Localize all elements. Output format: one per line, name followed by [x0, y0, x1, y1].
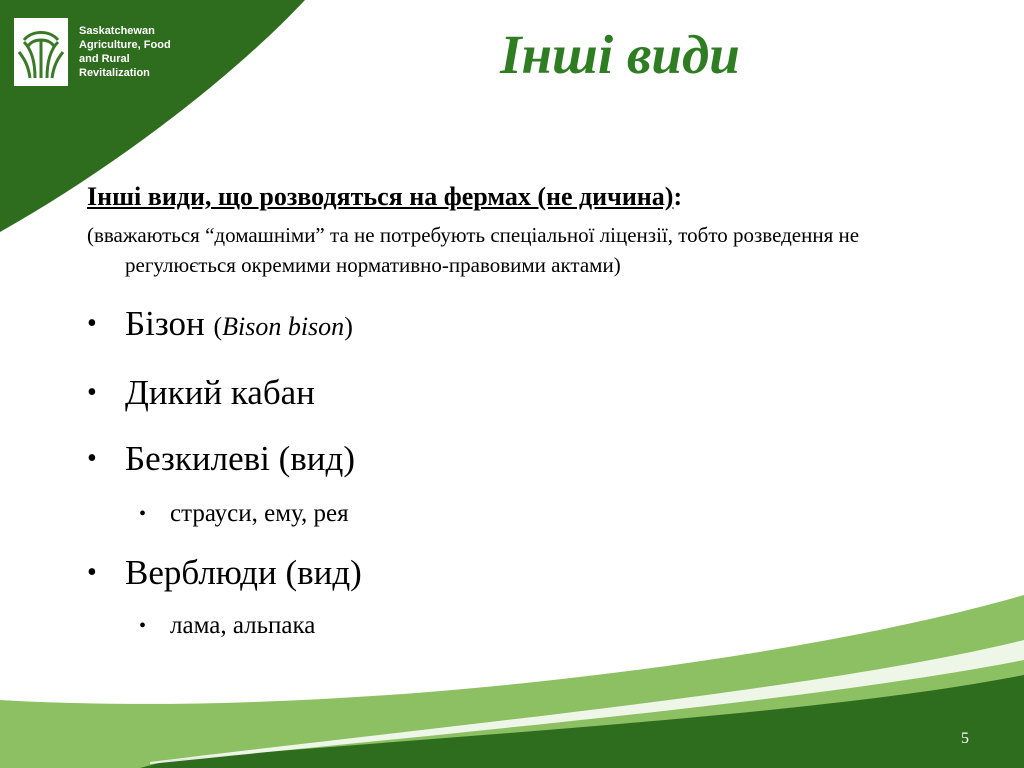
list-item-text: Безкилеві (вид) — [125, 439, 355, 478]
bullet-dot-icon: • — [87, 557, 97, 588]
slide-body — [87, 178, 947, 643]
list-item-paren-close: ) — [344, 312, 353, 341]
list-item-text: Дикий кабан — [125, 373, 315, 412]
section-heading — [87, 178, 947, 216]
slide-title: Інші види — [500, 24, 740, 85]
logo — [14, 18, 68, 86]
bullet-dot-icon: • — [87, 308, 97, 339]
list-item — [87, 302, 947, 349]
list-item-text: Бізон — [125, 304, 205, 343]
section-note: (вважаються “домашніми” та не потребують спеціальної ліцензії, тобто розведення не регулюється окремими нормативно-правовими актами) — [87, 223, 860, 277]
list-item — [87, 551, 947, 595]
sub-list-item-text: лама, альпака — [170, 612, 316, 639]
organization-name-line: and Rural — [79, 53, 130, 65]
organization-name-line: Agriculture, Food — [79, 39, 171, 51]
bullet-dot-icon: • — [87, 377, 97, 408]
sub-list-item-text: страуси, ему, рея — [170, 500, 349, 527]
list-item — [87, 437, 947, 481]
organization-name — [79, 24, 229, 80]
section-heading-colon: : — [673, 182, 683, 211]
sub-list-item — [87, 497, 947, 531]
scientific-name: Bison bison — [222, 312, 345, 341]
page-number: 5 — [961, 730, 969, 747]
bullet-dot-icon: • — [139, 503, 147, 525]
wheat-sheaf-icon — [14, 18, 68, 86]
sub-list-item — [87, 609, 947, 643]
bullet-dot-icon: • — [87, 443, 97, 474]
list-item-paren-open: ( — [213, 312, 223, 341]
section-heading-text: Інші види, що розводяться на фермах (не дичина) — [87, 182, 674, 211]
organization-name-line: Revitalization — [79, 67, 150, 79]
bullet-dot-icon: • — [139, 615, 147, 637]
organization-name-line: Saskatchewan — [79, 25, 155, 37]
list-item-text: Верблюди (вид) — [125, 553, 362, 592]
list-item — [87, 371, 947, 415]
